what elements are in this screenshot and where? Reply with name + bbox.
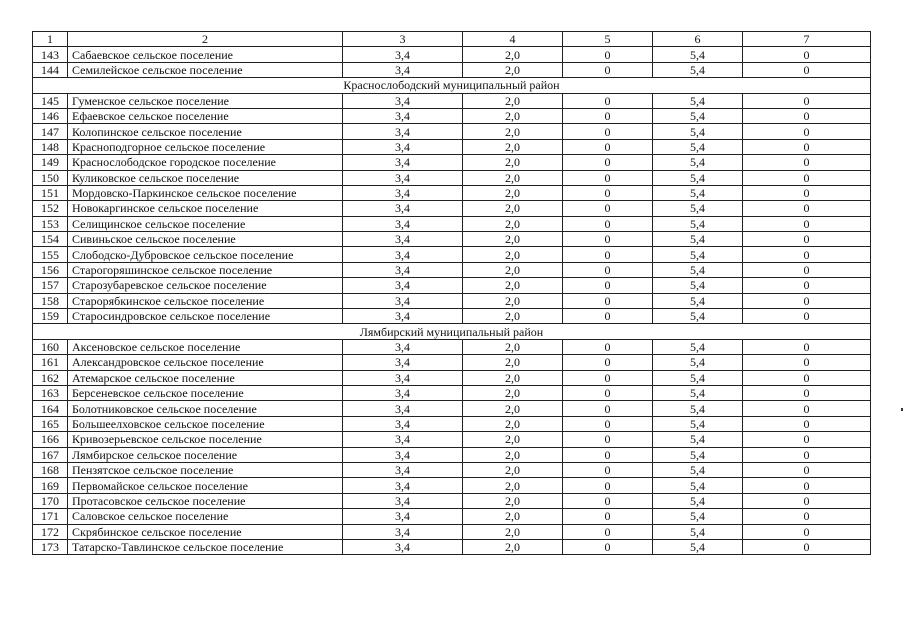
value-col-6: 5,4 (653, 232, 743, 247)
value-col-6: 5,4 (653, 539, 743, 554)
table-row (33, 108, 871, 123)
value-col-5: 0 (563, 93, 653, 108)
value-col-4: 2,0 (463, 278, 563, 293)
value-col-5: 0 (563, 493, 653, 508)
value-col-5: 0 (563, 247, 653, 262)
settlement-name: Старорябкинское сельское поселение (68, 293, 343, 308)
value-col-4: 2,0 (463, 432, 563, 447)
value-col-3: 3,4 (343, 124, 463, 139)
row-number: 161 (33, 355, 68, 370)
row-number: 159 (33, 309, 68, 324)
settlements-table (32, 31, 871, 555)
value-col-4: 2,0 (463, 201, 563, 216)
table-body (33, 47, 871, 555)
value-col-3: 3,4 (343, 62, 463, 77)
settlement-name: Татарско-Тавлинское сельское поселение (68, 539, 343, 554)
row-number: 162 (33, 370, 68, 385)
value-col-7: 0 (743, 401, 871, 416)
value-col-3: 3,4 (343, 93, 463, 108)
row-number: 146 (33, 108, 68, 123)
value-col-6: 5,4 (653, 108, 743, 123)
value-col-6: 5,4 (653, 370, 743, 385)
value-col-4: 2,0 (463, 93, 563, 108)
value-col-5: 0 (563, 201, 653, 216)
table-row (33, 262, 871, 277)
value-col-4: 2,0 (463, 247, 563, 262)
value-col-3: 3,4 (343, 339, 463, 354)
settlement-name: Берсеневское сельское поселение (68, 385, 343, 400)
column-header: 4 (463, 32, 563, 47)
settlement-name: Пензятское сельское поселение (68, 462, 343, 477)
row-number: 166 (33, 432, 68, 447)
column-header: 1 (33, 32, 68, 47)
value-col-5: 0 (563, 432, 653, 447)
value-col-6: 5,4 (653, 385, 743, 400)
settlement-name: Аксеновское сельское поселение (68, 339, 343, 354)
value-col-5: 0 (563, 47, 653, 62)
table-row (33, 124, 871, 139)
value-col-6: 5,4 (653, 216, 743, 231)
row-number: 145 (33, 93, 68, 108)
value-col-6: 5,4 (653, 62, 743, 77)
table-row (33, 370, 871, 385)
value-col-3: 3,4 (343, 447, 463, 462)
value-col-6: 5,4 (653, 478, 743, 493)
value-col-4: 2,0 (463, 170, 563, 185)
row-number: 151 (33, 185, 68, 200)
settlement-name: Старогоряшинское сельское поселение (68, 262, 343, 277)
settlement-name: Краснoподгорное сельское поселение (68, 139, 343, 154)
value-col-3: 3,4 (343, 278, 463, 293)
value-col-7: 0 (743, 478, 871, 493)
value-col-7: 0 (743, 170, 871, 185)
table-row (33, 355, 871, 370)
value-col-3: 3,4 (343, 247, 463, 262)
column-header: 3 (343, 32, 463, 47)
value-col-7: 0 (743, 524, 871, 539)
value-col-6: 5,4 (653, 293, 743, 308)
table-row (33, 339, 871, 354)
row-number: 149 (33, 155, 68, 170)
table-row (33, 201, 871, 216)
row-number: 167 (33, 447, 68, 462)
table-row (33, 478, 871, 493)
table-row (33, 524, 871, 539)
value-col-4: 2,0 (463, 185, 563, 200)
value-col-6: 5,4 (653, 309, 743, 324)
settlement-name: Лямбирское сельское поселение (68, 447, 343, 462)
value-col-5: 0 (563, 278, 653, 293)
value-col-6: 5,4 (653, 462, 743, 477)
table-row (33, 47, 871, 62)
row-number: 150 (33, 170, 68, 185)
value-col-7: 0 (743, 339, 871, 354)
value-col-5: 0 (563, 108, 653, 123)
value-col-7: 0 (743, 216, 871, 231)
row-number: 171 (33, 509, 68, 524)
row-number: 143 (33, 47, 68, 62)
value-col-3: 3,4 (343, 293, 463, 308)
row-number: 173 (33, 539, 68, 554)
value-col-5: 0 (563, 124, 653, 139)
settlement-name: Кривозерьевское сельское поселение (68, 432, 343, 447)
table-row (33, 293, 871, 308)
value-col-4: 2,0 (463, 416, 563, 431)
value-col-5: 0 (563, 216, 653, 231)
table-row (33, 247, 871, 262)
table-row (33, 185, 871, 200)
value-col-7: 0 (743, 432, 871, 447)
table-row (33, 309, 871, 324)
value-col-4: 2,0 (463, 155, 563, 170)
value-col-6: 5,4 (653, 416, 743, 431)
value-col-4: 2,0 (463, 216, 563, 231)
district-header-row (33, 78, 871, 93)
settlement-name: Гуменское сельское поселение (68, 93, 343, 108)
table-row (33, 401, 871, 416)
row-number: 172 (33, 524, 68, 539)
value-col-7: 0 (743, 278, 871, 293)
value-col-4: 2,0 (463, 262, 563, 277)
row-number: 163 (33, 385, 68, 400)
settlement-name: Колопинское сельское поселение (68, 124, 343, 139)
value-col-7: 0 (743, 370, 871, 385)
value-col-6: 5,4 (653, 432, 743, 447)
settlement-name: Атемарское сельское поселение (68, 370, 343, 385)
table-row (33, 416, 871, 431)
value-col-6: 5,4 (653, 493, 743, 508)
value-col-7: 0 (743, 462, 871, 477)
value-col-3: 3,4 (343, 216, 463, 231)
value-col-5: 0 (563, 509, 653, 524)
value-col-3: 3,4 (343, 385, 463, 400)
value-col-4: 2,0 (463, 401, 563, 416)
document-page (32, 31, 870, 555)
settlement-name: Сивиньское сельское поселение (68, 232, 343, 247)
value-col-4: 2,0 (463, 293, 563, 308)
table-row (33, 170, 871, 185)
value-col-6: 5,4 (653, 401, 743, 416)
value-col-5: 0 (563, 139, 653, 154)
table-row (33, 62, 871, 77)
value-col-3: 3,4 (343, 47, 463, 62)
column-header: 6 (653, 32, 743, 47)
settlement-name: Протасовское сельское поселение (68, 493, 343, 508)
row-number: 157 (33, 278, 68, 293)
value-col-6: 5,4 (653, 201, 743, 216)
value-col-7: 0 (743, 309, 871, 324)
value-col-6: 5,4 (653, 278, 743, 293)
value-col-3: 3,4 (343, 201, 463, 216)
value-col-7: 0 (743, 493, 871, 508)
value-col-3: 3,4 (343, 170, 463, 185)
table-row (33, 93, 871, 108)
value-col-4: 2,0 (463, 478, 563, 493)
table-row (33, 493, 871, 508)
settlement-name: Старосиндровское сельское поселение (68, 309, 343, 324)
value-col-3: 3,4 (343, 262, 463, 277)
value-col-6: 5,4 (653, 170, 743, 185)
district-title: Лямбирский муниципальный район (33, 324, 871, 339)
value-col-6: 5,4 (653, 524, 743, 539)
value-col-7: 0 (743, 385, 871, 400)
value-col-4: 2,0 (463, 139, 563, 154)
settlement-name: Краснослободское городское поселение (68, 155, 343, 170)
value-col-6: 5,4 (653, 155, 743, 170)
table-row (33, 216, 871, 231)
value-col-5: 0 (563, 478, 653, 493)
value-col-3: 3,4 (343, 539, 463, 554)
settlement-name: Скрябинское сельское поселение (68, 524, 343, 539)
row-number: 168 (33, 462, 68, 477)
value-col-4: 2,0 (463, 232, 563, 247)
settlement-name: Первомайское сельское поселение (68, 478, 343, 493)
value-col-7: 0 (743, 232, 871, 247)
value-col-4: 2,0 (463, 509, 563, 524)
value-col-6: 5,4 (653, 339, 743, 354)
settlement-name: Александровское сельское поселение (68, 355, 343, 370)
value-col-5: 0 (563, 524, 653, 539)
value-col-4: 2,0 (463, 339, 563, 354)
value-col-5: 0 (563, 155, 653, 170)
row-number: 170 (33, 493, 68, 508)
value-col-3: 3,4 (343, 355, 463, 370)
settlement-name: Сабаевское сельское поселение (68, 47, 343, 62)
value-col-3: 3,4 (343, 493, 463, 508)
settlement-name: Слободско-Дубровское сельское поселение (68, 247, 343, 262)
table-row (33, 139, 871, 154)
value-col-7: 0 (743, 539, 871, 554)
value-col-5: 0 (563, 539, 653, 554)
value-col-7: 0 (743, 62, 871, 77)
value-col-4: 2,0 (463, 447, 563, 462)
value-col-5: 0 (563, 355, 653, 370)
value-col-7: 0 (743, 247, 871, 262)
value-col-7: 0 (743, 262, 871, 277)
value-col-5: 0 (563, 185, 653, 200)
settlement-name: Болотниковское сельское поселение (68, 401, 343, 416)
value-col-4: 2,0 (463, 47, 563, 62)
table-row (33, 155, 871, 170)
table-row (33, 232, 871, 247)
settlement-name: Куликовское сельское поселение (68, 170, 343, 185)
value-col-5: 0 (563, 385, 653, 400)
row-number: 153 (33, 216, 68, 231)
settlement-name: Селищинское сельское поселение (68, 216, 343, 231)
table-row (33, 539, 871, 554)
value-col-6: 5,4 (653, 509, 743, 524)
value-col-6: 5,4 (653, 47, 743, 62)
value-col-3: 3,4 (343, 401, 463, 416)
value-col-7: 0 (743, 509, 871, 524)
value-col-3: 3,4 (343, 155, 463, 170)
value-col-4: 2,0 (463, 108, 563, 123)
row-number: 152 (33, 201, 68, 216)
value-col-3: 3,4 (343, 108, 463, 123)
value-col-3: 3,4 (343, 232, 463, 247)
value-col-4: 2,0 (463, 385, 563, 400)
value-col-5: 0 (563, 401, 653, 416)
value-col-7: 0 (743, 108, 871, 123)
value-col-6: 5,4 (653, 247, 743, 262)
row-number: 165 (33, 416, 68, 431)
value-col-7: 0 (743, 139, 871, 154)
column-header: 7 (743, 32, 871, 47)
district-header-row (33, 324, 871, 339)
value-col-3: 3,4 (343, 524, 463, 539)
value-col-4: 2,0 (463, 309, 563, 324)
value-col-4: 2,0 (463, 493, 563, 508)
value-col-3: 3,4 (343, 139, 463, 154)
settlement-name: Семилейское сельское поселение (68, 62, 343, 77)
value-col-7: 0 (743, 355, 871, 370)
settlement-name: Ефаевское сельское поселение (68, 108, 343, 123)
value-col-7: 0 (743, 155, 871, 170)
value-col-6: 5,4 (653, 355, 743, 370)
value-col-5: 0 (563, 416, 653, 431)
value-col-3: 3,4 (343, 478, 463, 493)
value-col-5: 0 (563, 462, 653, 477)
row-number: 160 (33, 339, 68, 354)
value-col-7: 0 (743, 47, 871, 62)
settlement-name: Новокаргинское сельское поселение (68, 201, 343, 216)
value-col-7: 0 (743, 416, 871, 431)
value-col-3: 3,4 (343, 416, 463, 431)
value-col-7: 0 (743, 124, 871, 139)
header-row (33, 32, 871, 47)
value-col-4: 2,0 (463, 62, 563, 77)
settlement-name: Саловское сельское поселение (68, 509, 343, 524)
value-col-3: 3,4 (343, 462, 463, 477)
settlement-name: Большеелховское сельское поселение (68, 416, 343, 431)
value-col-6: 5,4 (653, 139, 743, 154)
column-header: 5 (563, 32, 653, 47)
value-col-4: 2,0 (463, 355, 563, 370)
row-number: 164 (33, 401, 68, 416)
value-col-6: 5,4 (653, 93, 743, 108)
value-col-7: 0 (743, 293, 871, 308)
value-col-5: 0 (563, 339, 653, 354)
row-number: 158 (33, 293, 68, 308)
settlement-name: Старозубаревское сельское поселение (68, 278, 343, 293)
table-row (33, 509, 871, 524)
row-number: 148 (33, 139, 68, 154)
value-col-3: 3,4 (343, 432, 463, 447)
settlement-name: Мордовско-Паркинское сельское поселение (68, 185, 343, 200)
table-row (33, 447, 871, 462)
value-col-5: 0 (563, 309, 653, 324)
value-col-5: 0 (563, 447, 653, 462)
value-col-4: 2,0 (463, 124, 563, 139)
value-col-6: 5,4 (653, 185, 743, 200)
value-col-4: 2,0 (463, 539, 563, 554)
value-col-5: 0 (563, 62, 653, 77)
value-col-7: 0 (743, 447, 871, 462)
row-number: 154 (33, 232, 68, 247)
value-col-5: 0 (563, 232, 653, 247)
district-title: Краснослободский муниципальный район (33, 78, 871, 93)
value-col-3: 3,4 (343, 509, 463, 524)
column-header: 2 (68, 32, 343, 47)
value-col-3: 3,4 (343, 370, 463, 385)
table-row (33, 385, 871, 400)
value-col-7: 0 (743, 93, 871, 108)
scan-speck (901, 408, 903, 411)
value-col-5: 0 (563, 170, 653, 185)
value-col-5: 0 (563, 370, 653, 385)
value-col-5: 0 (563, 262, 653, 277)
row-number: 169 (33, 478, 68, 493)
table-row (33, 432, 871, 447)
row-number: 144 (33, 62, 68, 77)
value-col-7: 0 (743, 185, 871, 200)
row-number: 155 (33, 247, 68, 262)
value-col-3: 3,4 (343, 309, 463, 324)
value-col-6: 5,4 (653, 124, 743, 139)
value-col-4: 2,0 (463, 524, 563, 539)
row-number: 156 (33, 262, 68, 277)
value-col-6: 5,4 (653, 262, 743, 277)
table-row (33, 462, 871, 477)
row-number: 147 (33, 124, 68, 139)
value-col-4: 2,0 (463, 462, 563, 477)
value-col-7: 0 (743, 201, 871, 216)
value-col-3: 3,4 (343, 185, 463, 200)
value-col-5: 0 (563, 293, 653, 308)
value-col-6: 5,4 (653, 447, 743, 462)
value-col-4: 2,0 (463, 370, 563, 385)
table-row (33, 278, 871, 293)
